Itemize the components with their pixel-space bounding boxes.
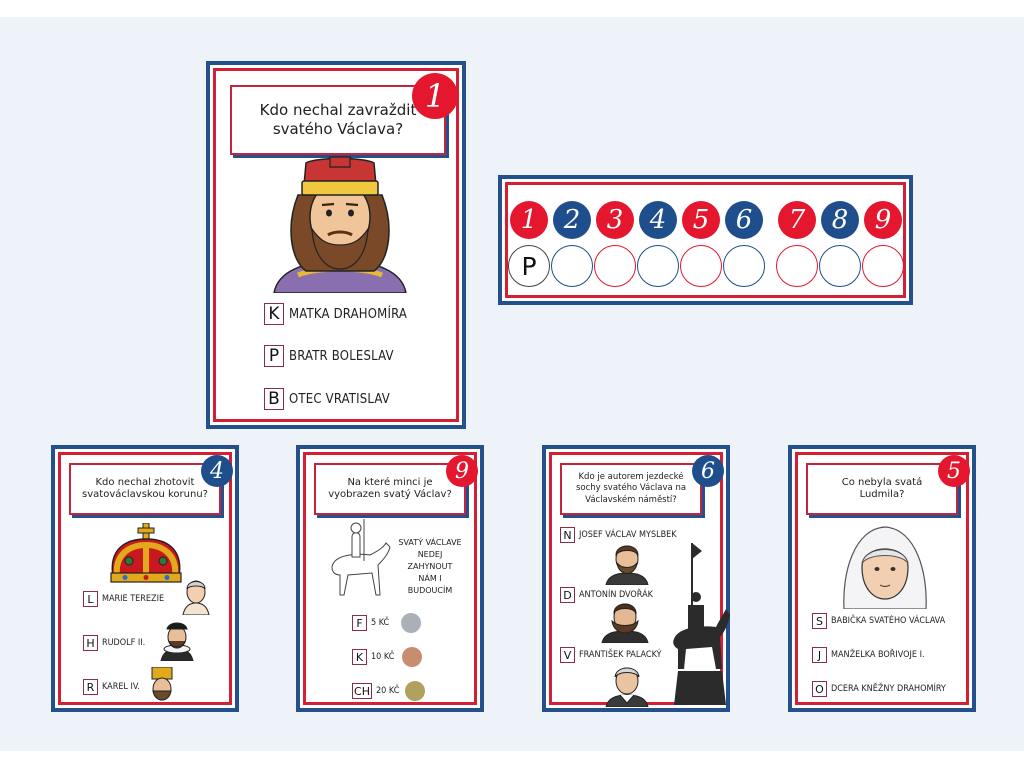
- option-text: RUDOLF II.: [102, 638, 146, 648]
- option-text: OTEC VRATISLAV: [289, 391, 390, 407]
- option-letter: J: [812, 647, 827, 663]
- card-number-badge: [412, 73, 458, 119]
- option-letter: R: [83, 679, 98, 695]
- option-text: BRATR BOLESLAV: [289, 348, 394, 364]
- answer-option-b[interactable]: [264, 388, 390, 410]
- answer-option-s[interactable]: [812, 613, 945, 629]
- card-number: 9: [455, 458, 469, 484]
- option-letter: D: [560, 587, 575, 603]
- option-letter: S: [812, 613, 827, 629]
- answer-option-p[interactable]: [264, 345, 394, 367]
- answer-sheet: [498, 175, 913, 305]
- card-number-badge: [938, 455, 970, 487]
- option-text: 10 KČ: [371, 652, 395, 662]
- option-text: MARIE TEREZIE: [102, 594, 165, 604]
- sheet-number-1: 1: [510, 201, 548, 239]
- question-card-1[interactable]: [206, 61, 466, 429]
- answer-option-h[interactable]: [83, 635, 145, 651]
- card-number: 1: [424, 77, 446, 115]
- charles-iv-portrait-illustration: [147, 667, 177, 709]
- answer-option-f[interactable]: [352, 613, 421, 633]
- question-text: Kdo nechal zhotovit svatováclavskou korunu?: [82, 476, 208, 500]
- option-letter: V: [560, 647, 575, 663]
- card-number-badge: [446, 455, 478, 487]
- card-number: 6: [701, 458, 715, 484]
- option-text: BABIČKA SVATÉHO VÁCLAVA: [831, 616, 946, 626]
- palacky-portrait-illustration: [604, 661, 650, 707]
- question-box: [806, 463, 958, 515]
- option-letter: K: [264, 303, 284, 325]
- question-card-4[interactable]: [51, 445, 239, 712]
- option-letter: B: [264, 388, 284, 410]
- coin-10-kc-icon: [402, 647, 422, 667]
- question-card-6[interactable]: [542, 445, 730, 712]
- option-text: MANŽELKA BOŘIVOJE I.: [831, 650, 925, 660]
- card-number-badge: [692, 455, 724, 487]
- myslbek-portrait-illustration: [604, 541, 650, 585]
- answer-option-l[interactable]: [83, 591, 164, 607]
- answer-slot-5[interactable]: [680, 245, 722, 287]
- answer-option-k[interactable]: [264, 303, 407, 325]
- option-text: 5 KČ: [371, 618, 390, 628]
- card-number: 4: [210, 458, 224, 484]
- answer-slot-8[interactable]: [819, 245, 861, 287]
- card-number: 5: [947, 458, 961, 484]
- answer-slot-6[interactable]: [723, 245, 765, 287]
- maria-theresa-portrait-illustration: [181, 577, 211, 615]
- coin-motto: SVATÝ VÁCLAVE NEDEJ ZAHYNOUT NÁM I BUDOUCÍM: [398, 538, 462, 595]
- sheet-number-5: 5: [682, 201, 720, 239]
- sheet-number-8: 8: [821, 201, 859, 239]
- horseman-coin-drawing-illustration: [324, 517, 394, 599]
- option-letter: CH: [352, 683, 372, 699]
- sheet-number-3: 3: [596, 201, 634, 239]
- coin-20-kc-icon: [405, 681, 425, 701]
- option-letter: L: [83, 591, 98, 607]
- option-letter: N: [560, 527, 575, 543]
- answer-slot-1[interactable]: P: [508, 245, 550, 287]
- rudolf-ii-portrait-illustration: [159, 621, 195, 661]
- option-letter: P: [264, 345, 284, 367]
- question-box: [314, 463, 466, 515]
- question-text: Kdo nechal zavraždit svatého Václava?: [259, 101, 417, 138]
- question-card-5[interactable]: [788, 445, 976, 712]
- answer-option-ch[interactable]: [352, 681, 425, 701]
- question-box: [560, 463, 702, 515]
- answer-option-k[interactable]: [352, 647, 422, 667]
- option-letter: K: [352, 649, 367, 665]
- option-text: JOSEF VÁCLAV MYSLBEK: [579, 530, 677, 540]
- answer-option-j[interactable]: [812, 647, 925, 663]
- option-text: MATKA DRAHOMÍRA: [289, 306, 408, 322]
- option-letter: O: [812, 681, 827, 697]
- option-letter: F: [352, 615, 367, 631]
- sheet-number-9: 9: [864, 201, 902, 239]
- card-number-badge: [201, 455, 233, 487]
- wenceslas-statue-silhouette-illustration: [672, 539, 730, 709]
- option-text: DCERA KNĚŽNY DRAHOMÍRY: [831, 684, 946, 694]
- question-box: [69, 463, 221, 515]
- answer-slot-9[interactable]: [862, 245, 904, 287]
- question-card-9[interactable]: [296, 445, 484, 712]
- question-text: Co nebyla svatá Ludmila?: [841, 476, 923, 500]
- option-text: 20 KČ: [376, 686, 400, 696]
- option-text: FRANTIŠEK PALACKÝ: [579, 650, 662, 660]
- dvorak-portrait-illustration: [600, 599, 650, 643]
- saint-wenceslas-portrait-illustration: [268, 155, 412, 293]
- option-letter: H: [83, 635, 98, 651]
- answer-slot-3[interactable]: [594, 245, 636, 287]
- coin-5-kc-icon: [401, 613, 421, 633]
- question-text: Na které minci je vyobrazen svatý Václav?: [328, 476, 452, 500]
- sheet-number-7: 7: [778, 201, 816, 239]
- sheet-number-6: 6: [725, 201, 763, 239]
- answer-slot-7[interactable]: [776, 245, 818, 287]
- answer-option-r[interactable]: [83, 679, 140, 695]
- sheet-number-4: 4: [639, 201, 677, 239]
- saint-ludmila-portrait-illustration: [840, 523, 930, 609]
- option-text: ANTONÍN DVOŘÁK: [579, 590, 653, 600]
- answer-slot-2[interactable]: [551, 245, 593, 287]
- answer-slot-4[interactable]: [637, 245, 679, 287]
- answer-option-o[interactable]: [812, 681, 946, 697]
- question-text: Kdo je autorem jezdecké sochy svatého Václava na Václavském náměstí?: [575, 472, 687, 505]
- option-text: KAREL IV.: [102, 682, 140, 692]
- crown-illustration: [107, 523, 185, 583]
- sheet-number-2: 2: [553, 201, 591, 239]
